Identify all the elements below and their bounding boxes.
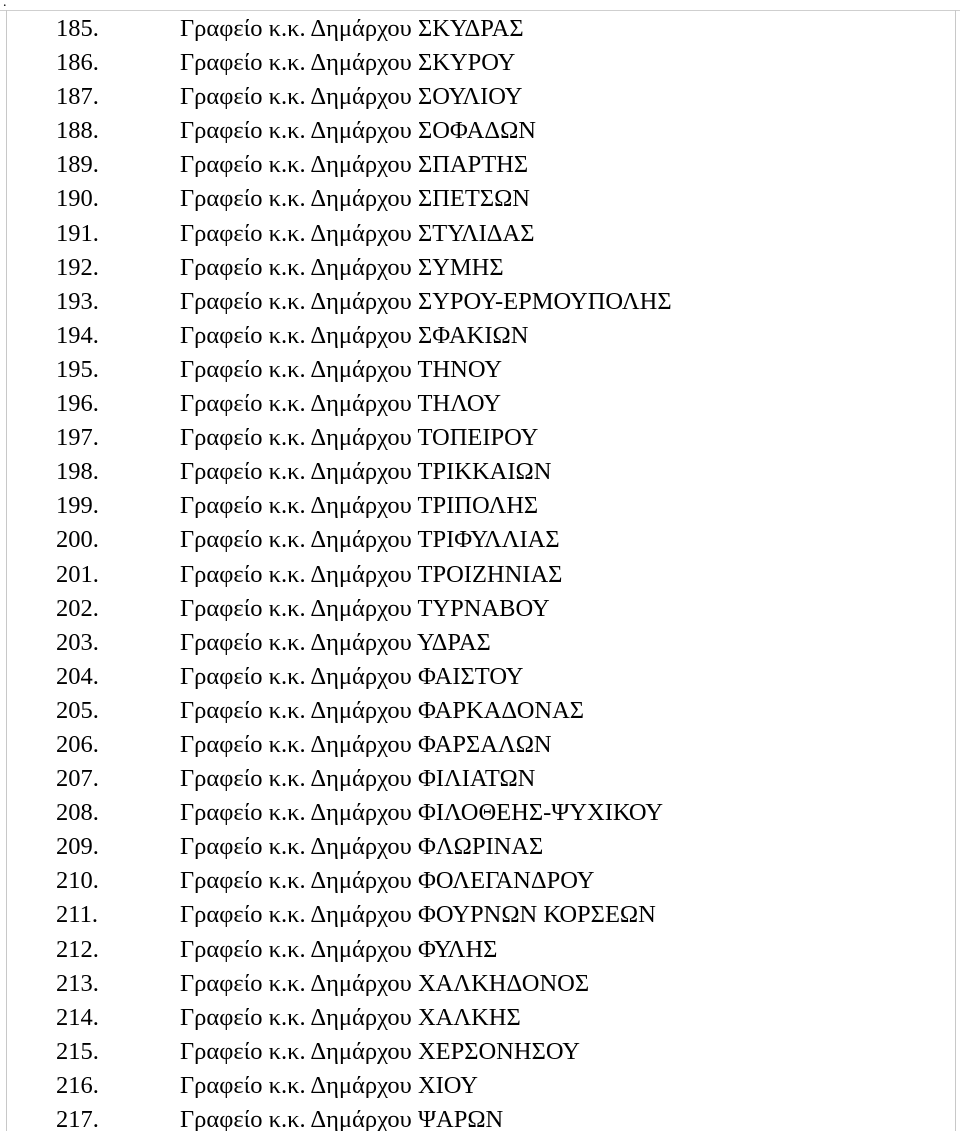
- item-text: Γραφείο κ.κ. Δημάρχου ΦΙΛΟΘΕΗΣ-ΨΥΧΙΚΟΥ: [180, 799, 664, 827]
- list-item: [0, 489, 960, 523]
- item-text: Γραφείο κ.κ. Δημάρχου ΤΥΡΝΑΒΟΥ: [180, 594, 550, 622]
- list-item: [0, 148, 960, 182]
- item-text: Γραφείο κ.κ. Δημάρχου ΧΑΛΚΗΣ: [180, 1003, 521, 1031]
- item-text: Γραφείο κ.κ. Δημάρχου ΦΙΛΙΑΤΩΝ: [180, 765, 536, 793]
- item-number: 193.: [56, 287, 99, 315]
- item-number: 206.: [56, 730, 99, 758]
- item-number: 214.: [56, 1003, 99, 1031]
- list-item: [0, 1035, 960, 1069]
- item-text: Γραφείο κ.κ. Δημάρχου ΣΟΥΛΙΟΥ: [180, 83, 523, 111]
- item-text: Γραφείο κ.κ. Δημάρχου ΣΚΥΔΡΑΣ: [180, 15, 524, 42]
- item-number: 211.: [56, 901, 98, 929]
- list-item: [0, 421, 960, 455]
- item-number: 208.: [56, 799, 99, 827]
- list-item: [0, 387, 960, 421]
- item-number: 199.: [56, 492, 99, 520]
- list-item: [0, 558, 960, 592]
- list-item: [0, 694, 960, 728]
- item-number: 192.: [56, 253, 99, 281]
- item-number: 190.: [56, 185, 99, 213]
- list-item: [0, 660, 960, 694]
- item-text: Γραφείο κ.κ. Δημάρχου ΦΑΡΣΑΛΩΝ: [180, 730, 552, 758]
- item-number: 196.: [56, 390, 99, 418]
- item-number: 189.: [56, 151, 99, 179]
- item-number: 202.: [56, 594, 99, 622]
- item-text: Γραφείο κ.κ. Δημάρχου ΦΟΥΡΝΩΝ ΚΟΡΣΕΩΝ: [180, 901, 656, 929]
- list-item: [0, 319, 960, 353]
- list-item: [0, 592, 960, 626]
- item-text: Γραφείο κ.κ. Δημάρχου ΣΦΑΚΙΩΝ: [180, 321, 529, 349]
- item-text: Γραφείο κ.κ. Δημάρχου ΥΔΡΑΣ: [180, 628, 491, 656]
- top-border: [0, 10, 960, 11]
- item-text: Γραφείο κ.κ. Δημάρχου ΤΗΝΟΥ: [180, 355, 503, 383]
- item-number: 213.: [56, 969, 99, 997]
- list-item: [0, 898, 960, 932]
- list-item: [0, 217, 960, 251]
- item-text: Γραφείο κ.κ. Δημάρχου ΧΕΡΣΟΝΗΣΟΥ: [180, 1037, 580, 1065]
- item-text: Γραφείο κ.κ. Δημάρχου ΤΡΙΠΟΛΗΣ: [180, 492, 539, 520]
- item-text: Γραφείο κ.κ. Δημάρχου ΣΥΜΗΣ: [180, 253, 504, 281]
- item-number: 212.: [56, 935, 99, 963]
- item-text: Γραφείο κ.κ. Δημάρχου ΣΚΥΡΟΥ: [180, 49, 516, 77]
- list-item: [0, 933, 960, 967]
- item-number: 185.: [56, 15, 99, 42]
- list-item: [0, 864, 960, 898]
- item-text: Γραφείο κ.κ. Δημάρχου ΤΗΛΟΥ: [180, 390, 502, 418]
- list-item: [0, 182, 960, 216]
- item-text: Γραφείο κ.κ. Δημάρχου ΣΥΡΟΥ-ΕΡΜΟΥΠΟΛΗΣ: [180, 287, 672, 315]
- item-number: 215.: [56, 1037, 99, 1065]
- item-number: 187.: [56, 83, 99, 111]
- item-number: 186.: [56, 49, 99, 77]
- list-item: [0, 762, 960, 796]
- item-text: Γραφείο κ.κ. Δημάρχου ΨΑΡΩΝ: [180, 1106, 504, 1131]
- item-number: 205.: [56, 696, 99, 724]
- list-item: [0, 967, 960, 1001]
- item-number: 200.: [56, 526, 99, 554]
- list-item: [0, 80, 960, 114]
- list-item: [0, 12, 960, 46]
- item-text: Γραφείο κ.κ. Δημάρχου ΦΥΛΗΣ: [180, 935, 498, 963]
- item-number: 201.: [56, 560, 99, 588]
- list-item: [0, 455, 960, 489]
- list-item: [0, 114, 960, 148]
- list-item: [0, 251, 960, 285]
- item-number: 198.: [56, 458, 99, 486]
- list-item: [0, 46, 960, 80]
- item-number: 217.: [56, 1106, 99, 1131]
- list-item: [0, 796, 960, 830]
- item-number: 194.: [56, 321, 99, 349]
- item-number: 188.: [56, 117, 99, 145]
- item-number: 216.: [56, 1071, 99, 1099]
- item-number: 204.: [56, 662, 99, 690]
- item-number: 197.: [56, 424, 99, 452]
- item-text: Γραφείο κ.κ. Δημάρχου ΦΑΙΣΤΟΥ: [180, 662, 524, 690]
- item-number: 203.: [56, 628, 99, 656]
- item-text: Γραφείο κ.κ. Δημάρχου ΧΙΟΥ: [180, 1071, 478, 1099]
- list-item: [0, 728, 960, 762]
- item-text: Γραφείο κ.κ. Δημάρχου ΤΡΟΙΖΗΝΙΑΣ: [180, 560, 563, 588]
- item-number: 207.: [56, 765, 99, 793]
- item-number: 209.: [56, 833, 99, 861]
- item-text: Γραφείο κ.κ. Δημάρχου ΦΑΡΚΑΔΟΝΑΣ: [180, 696, 585, 724]
- header-mark: .: [3, 0, 7, 10]
- item-text: Γραφείο κ.κ. Δημάρχου ΤΡΙΦΥΛΛΙΑΣ: [180, 526, 560, 554]
- list-item: [0, 830, 960, 864]
- item-text: Γραφείο κ.κ. Δημάρχου ΤΟΠΕΙΡΟΥ: [180, 424, 539, 452]
- item-text: Γραφείο κ.κ. Δημάρχου ΧΑΛΚΗΔΟΝΟΣ: [180, 969, 590, 997]
- item-text: Γραφείο κ.κ. Δημάρχου ΣΠΑΡΤΗΣ: [180, 151, 529, 179]
- item-number: 195.: [56, 355, 99, 383]
- item-number: 210.: [56, 867, 99, 895]
- list-item: [0, 1103, 960, 1131]
- item-text: Γραφείο κ.κ. Δημάρχου ΦΛΩΡΙΝΑΣ: [180, 833, 544, 861]
- list-item: [0, 285, 960, 319]
- list-item: [0, 626, 960, 660]
- item-text: Γραφείο κ.κ. Δημάρχου ΤΡΙΚΚΑΙΩΝ: [180, 458, 552, 486]
- office-list: [0, 12, 960, 1131]
- list-item: [0, 353, 960, 387]
- list-item: [0, 1069, 960, 1103]
- item-text: Γραφείο κ.κ. Δημάρχου ΣΤΥΛΙΔΑΣ: [180, 219, 535, 247]
- item-text: Γραφείο κ.κ. Δημάρχου ΣΟΦΑΔΩΝ: [180, 117, 536, 145]
- item-number: 191.: [56, 219, 99, 247]
- list-item: [0, 523, 960, 557]
- list-item: [0, 1001, 960, 1035]
- item-text: Γραφείο κ.κ. Δημάρχου ΣΠΕΤΣΩΝ: [180, 185, 530, 213]
- item-text: Γραφείο κ.κ. Δημάρχου ΦΟΛΕΓΑΝΔΡΟΥ: [180, 867, 595, 895]
